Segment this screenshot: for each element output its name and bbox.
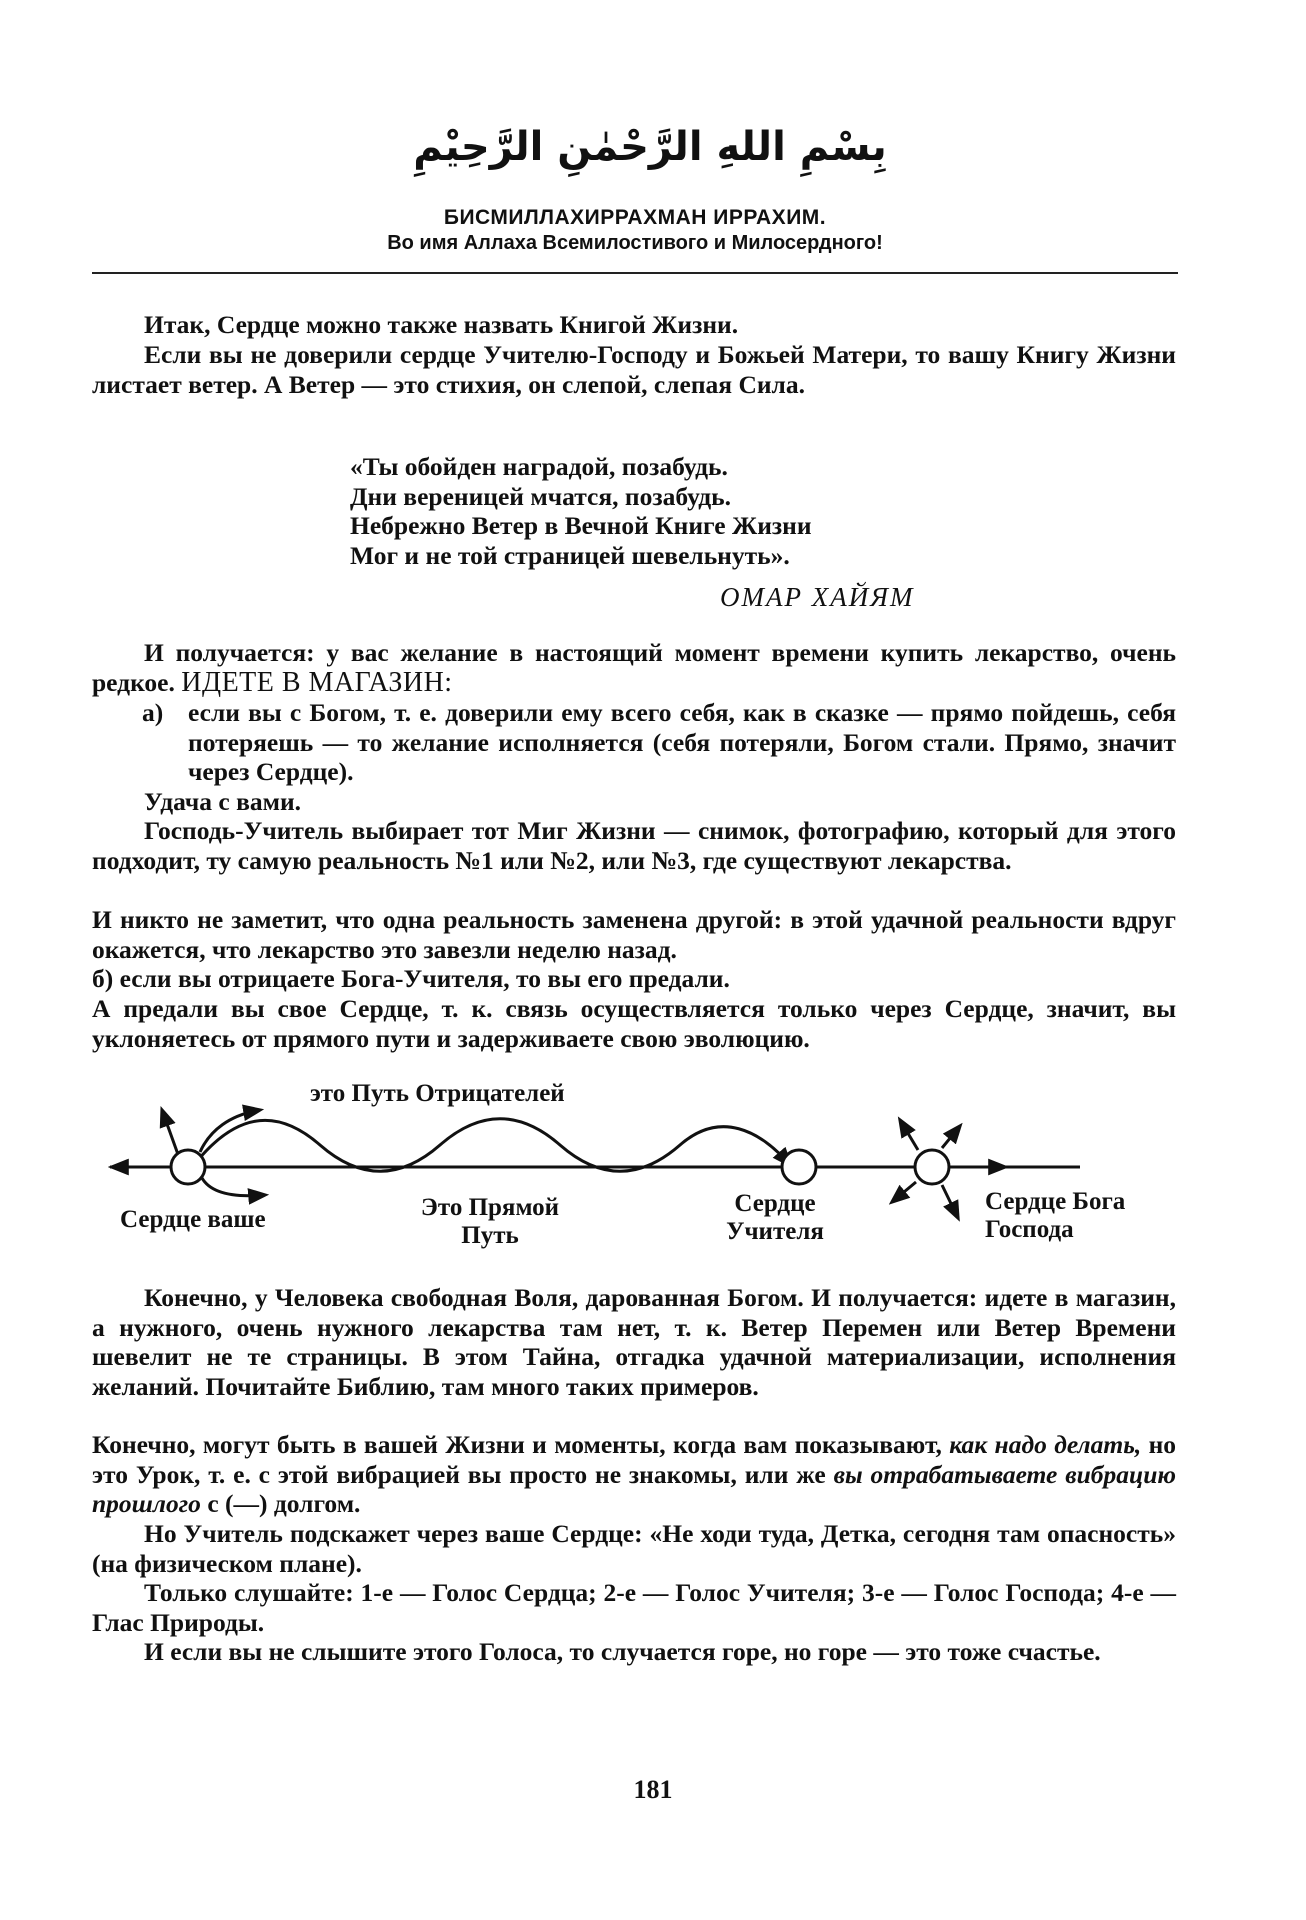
paragraph-after-3: Но Учитель подскажет через ваше Сердце: «Не ходи туда, Детка, сегодня там опасность» (на физическом плане).	[92, 1519, 1176, 1578]
header-divider	[92, 272, 1178, 274]
god-arrow-up-right	[942, 1126, 960, 1148]
paragraph-luck: Удача с вами.	[144, 787, 302, 816]
body-1-text: И получается: у вас желание в настоящий момент времени купить лекарство, очень редкое.	[92, 638, 1176, 697]
basmala-text: بِسْمِ اللهِ الرَّحْمٰنِ الرَّحِيْمِ	[413, 124, 887, 170]
paragraph-after-4: Только слушайте: 1-е — Голос Сердца; 2-е — Голос Учителя; 3-е — Голос Господа; 4-е — Глас Природы.	[92, 1578, 1176, 1637]
verse-line: Мог и не той страницей шевельнуть».	[350, 540, 790, 570]
god-arrow-down-left	[892, 1182, 916, 1202]
label-heart-teacher	[710, 1190, 840, 1246]
label-straight-path	[390, 1194, 590, 1250]
label-denier-path: это Путь Отрицателей	[310, 1080, 565, 1107]
header-title: БИСМИЛЛАХИРРАХМАН ИРРАХИМ.	[443, 206, 827, 229]
paragraph-body-5: А предали вы свое Сердце, т. к. связь осуществляется только через Сердце, значит, вы уклоняетесь от прямого пути и задерживаете свою эволюцию.	[92, 994, 1176, 1053]
paragraph-intro-2: Если вы не доверили сердце Учителю-Господу и Божьей Матери, то вашу Книгу Жизни листает ветер. А Ветер — это стихия, он слепой, слепая Сила.	[92, 340, 1176, 399]
verse-block	[350, 452, 1050, 570]
paragraph-body-1	[92, 638, 1176, 697]
paragraph-body-2: Господь-Учитель выбирает тот Миг Жизни — снимок, фотографию, который для этого подходит, ту самую реальность №1 или №2, или №3, где существуют лекарства.	[92, 816, 1176, 875]
label-straight-path-line2: Путь	[461, 1222, 519, 1249]
god-arrow-up-left	[900, 1120, 918, 1150]
denier-path-wave	[198, 1119, 790, 1172]
paragraph-after-1: Конечно, у Человека свободная Воля, дарованная Богом. И получается: идете в магазин, а нужного, очень нужного лекарства там нет, т. к. Ветер Перемен или Ветер Времени шевелит не те страницы. В этом Тайна, отгадка удачной материализации, исполнения желаний. Почитайте Библию, там много таких примеров.	[92, 1283, 1176, 1401]
basmala-calligraphy	[413, 108, 887, 188]
body-1-caps: ИДЕТЕ В МАГАЗИН:	[181, 666, 453, 698]
path-diagram	[90, 1070, 1190, 1270]
label-heart-teacher-line1: Сердце	[734, 1190, 816, 1217]
after-2-text-c: с (—) долгом.	[207, 1489, 361, 1518]
paragraph-body-4: б) если вы отрицаете Бога-Учителя, то вы его предали.	[92, 964, 730, 993]
verse-author: ОМАР ХАЙЯМ	[720, 582, 915, 612]
list-item-a-text: если вы с Богом, т. е. доверили ему всего себя, как в сказке — прямо пойдешь, себя потеряешь — то желание исполняется (себя потеряли, Богом стали. Прямо, значит через Сердце).	[188, 698, 1176, 786]
paragraph-after-5: И если вы не слышите этого Голоса, то случается горе, но горе — это тоже счастье.	[144, 1637, 1101, 1666]
heart-teacher-circle	[782, 1150, 816, 1184]
verse-line: «Ты обойден наградой, позабудь.	[350, 452, 728, 481]
label-heart-god	[985, 1188, 1125, 1244]
paragraph-after-2	[92, 1430, 1176, 1519]
list-item-a	[144, 698, 1176, 787]
label-heart-god-line1: Сердце Бога	[985, 1188, 1126, 1215]
label-heart-yours: Сердце ваше	[120, 1206, 266, 1233]
paragraph-intro-1: Итак, Сердце можно также назвать Книгой Жизни.	[144, 310, 739, 339]
label-heart-teacher-line2: Учителя	[726, 1218, 824, 1245]
label-straight-path-line1: Это Прямой	[420, 1194, 560, 1221]
verse-line: Дни вереницей мчатся, позабудь.	[350, 481, 732, 511]
label-heart-god-line2: Господа	[985, 1216, 1074, 1243]
header-subtitle: Во имя Аллаха Всемилостивого и Милосердного!	[387, 232, 883, 254]
after-2-italic-1: как надо делать,	[949, 1430, 1142, 1459]
paragraph-body-3: И никто не заметит, что одна реальность заменена другой: в этой удачной реальности вдруг окажется, что лекарство это завезли неделю назад.	[92, 905, 1176, 964]
heart-god-circle	[915, 1150, 949, 1184]
god-arrow-down-right	[942, 1185, 958, 1218]
after-2-italic-2: вы отрабатываете вибрацию прошлого	[92, 1459, 1177, 1518]
verse-line: Небрежно Ветер в Вечной Книге Жизни	[350, 511, 812, 540]
page-number: 181	[633, 1775, 673, 1804]
after-2-text-a: Конечно, могут быть в вашей Жизни и моменты, когда вам показывают,	[92, 1430, 942, 1459]
heart-yours-circle	[171, 1150, 205, 1184]
heart-arrow-down-right	[202, 1178, 265, 1196]
after-2-text-b: но это Урок, т. е. с этой вибрацией вы просто не знакомы, или же	[92, 1430, 1177, 1489]
list-item-a-label: а)	[142, 698, 164, 727]
